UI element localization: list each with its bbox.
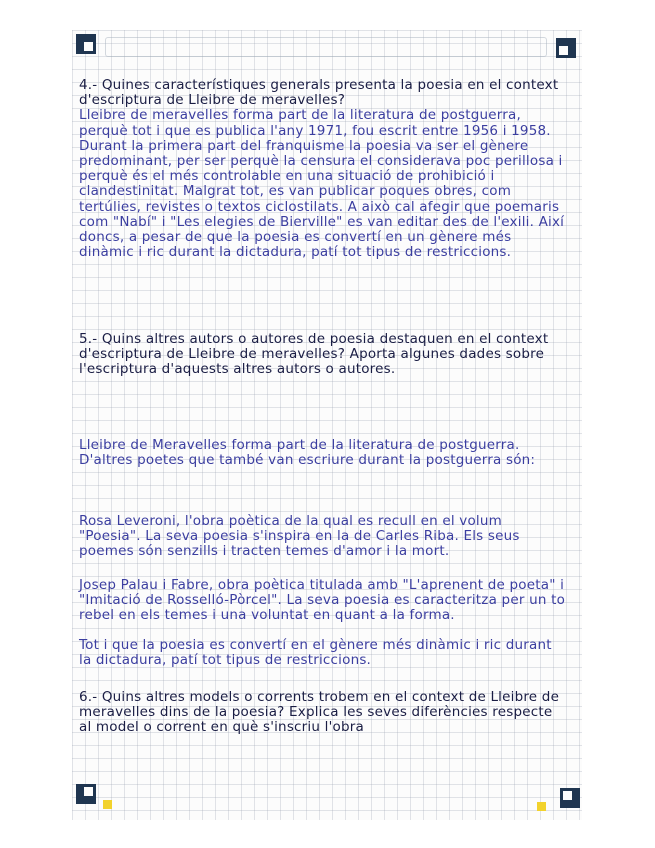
question-4-block bbox=[79, 78, 567, 260]
question-4: 4.- Quines característiques generals presenta la poesia en el context d'escriptura de Lleibre de meravelles? bbox=[79, 77, 559, 109]
question-6: 6.- Quins altres models o corrents trobem en el context de Lleibre de meravelles dins de la poesia? Explica les seves diferències respecte al model o corrent en què s'inscriu l'obra bbox=[79, 689, 560, 736]
header-box bbox=[105, 37, 547, 57]
corner-mark-top-left bbox=[76, 34, 96, 54]
question-5: 5.- Quins altres autors o autores de poesia destaquen en el context d'escriptura de Lleibre de meravelles? Aporta algunes dades sobre l'escriptura d'aquests altres autors o autores. bbox=[79, 331, 549, 378]
yellow-mark-right bbox=[537, 802, 546, 811]
answer-5-palau-fabre: Josep Palau i Fabre, obra poètica titulada amb "L'aprenent de poeta" i "Imitació de Rosselló-Pòrcel". La seva poesia es caracteritza per un to rebel en els temes i una voluntat en quant a la forma. bbox=[79, 577, 566, 624]
yellow-mark-left bbox=[103, 800, 112, 809]
answer-5-intro: Lleibre de Meravelles forma part de la literatura de postguerra. D'altres poetes que també van escriure durant la postguerra són: bbox=[79, 437, 536, 469]
corner-mark-bottom-right bbox=[560, 788, 580, 808]
answer-5-conclusion: Tot i que la poesia es convertí en el gènere més dinàmic i ric durant la dictadura, patí tot tipus de restriccions. bbox=[79, 637, 552, 669]
answer-4: Lleibre de meravelles forma part de la literatura de postguerra, perquè tot i que es publica l'any 1971, fou escrit entre 1956 i 1958. Durant la primera part del franquisme la poesia va ser el gènere predominant, per ser perquè la censura el considerava poc perillosa i perquè és el més controlable en una situació de prohibició i clandestinitat. Malgrat tot, es van publicar poques obres, com tertúlies, revistes o textos ciclostilats. A això cal afegir que poemaris com "Nabí" i "Les elegies de Bierville" es van editar des de l'exili. Així doncs, a pesar de que la poesia es convertí en un gènere més dinàmic i ric durant la dictadura, patí tot tipus de restriccions. bbox=[79, 107, 565, 261]
answer-5-rosa-leveroni: Rosa Leveroni, l'obra poètica de la qual es recull en el volum "Poesia". La seva poesia s'inspira en la de Carles Riba. Els seus poemes són senzills i tracten temes d'amor i la mort. bbox=[79, 513, 520, 560]
corner-mark-bottom-left bbox=[76, 784, 96, 804]
corner-mark-top-right bbox=[556, 38, 576, 58]
